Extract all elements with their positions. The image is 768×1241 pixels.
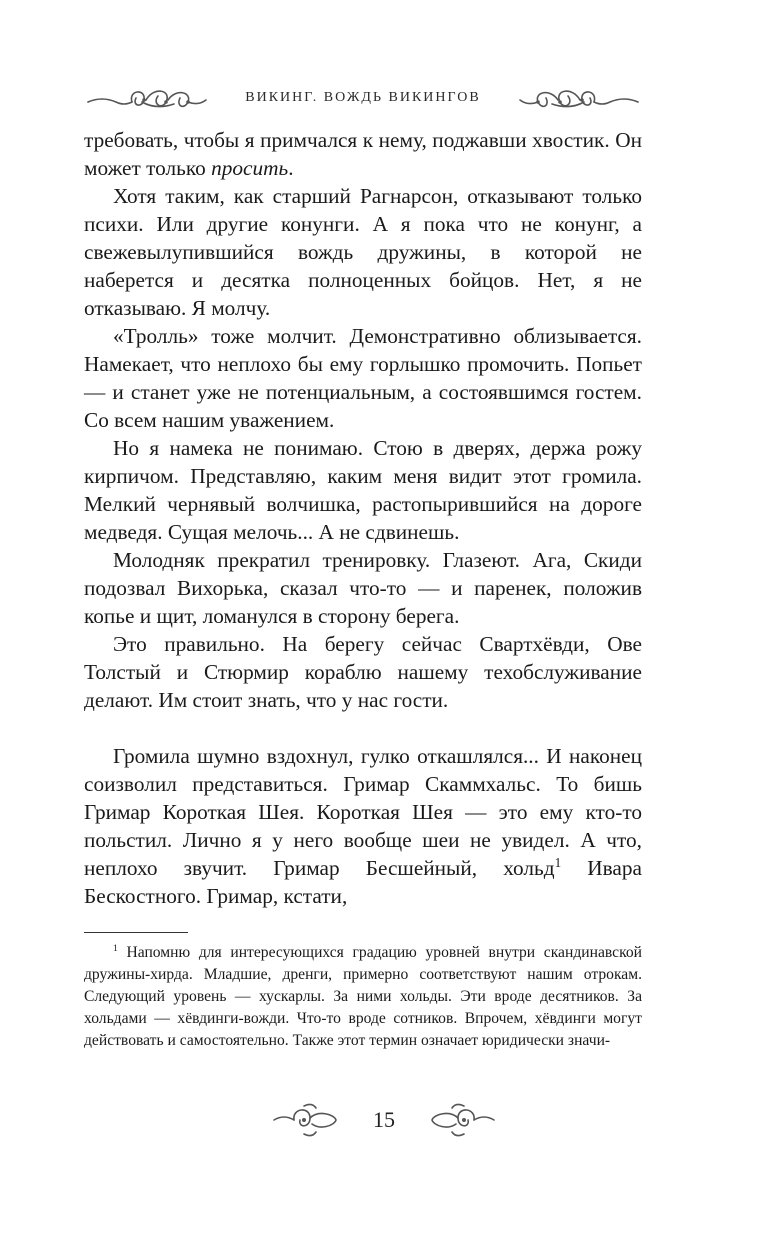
emphasis-word: просить	[211, 156, 289, 180]
footnote-paragraph	[84, 942, 642, 1052]
paragraph-2: Хотя таким, как старший Рагнарсон, отказывают только психи. Или другие конунги. А я пока что не конунг, а свежевылупившийся вождь дружины, в которой не наберется и десятка полноценных бойцов. Нет, я не отказываю. Я молчу.	[84, 184, 642, 320]
paragraph-6: Это правильно. На берегу сейчас Свартхёвди, Ове Толстый и Стюрмир кораблю нашему техобслуживание делают. Им стоит знать, что у нас гости.	[84, 632, 642, 712]
paragraph-4: Но я намека не понимаю. Стою в дверях, держа рожу кирпичом. Представляю, каким меня видит этот громила. Мелкий чернявый волчишка, растопырившийся на дороге медведя. Сущая мелочь... А не сдвинешь.	[84, 436, 642, 544]
page-number: 15	[373, 1107, 395, 1132]
paragraph-1-end: .	[288, 156, 294, 180]
paragraph-5: Молодняк прекратил тренировку. Глазеют. Ага, Скиди подозвал Вихорька, сказал что-то — и паренек, положив копье и щит, ломанулся в сторону берега.	[84, 548, 642, 628]
page-footer	[270, 1098, 498, 1142]
left-flourish-ornament-icon	[84, 80, 210, 116]
paragraph-7-end: Ивара Бескостного. Гримар, кстати,	[84, 856, 642, 908]
running-header	[84, 78, 642, 118]
paragraph-1	[84, 126, 642, 182]
paragraph-7-start: Громила шумно вздохнул, гулко откашлялся... И наконец соизволил представиться. Гримар Скаммхальс. То бишь Гримар Короткая Шея. Короткая Шея — это ему кто-то польстил. Лично я у него вообще шеи не увидел. А что, неплохо звучит. Гримар Бесшейный, хольд	[84, 744, 642, 880]
body-text	[84, 126, 642, 910]
footnote-reference[interactable]: 1	[554, 855, 562, 871]
footnote-marker: 1	[113, 943, 118, 955]
paragraph-3: «Тролль» тоже молчит. Демонстративно облизывается. Намекает, что неплохо бы ему горлышко промочить. Попьет — и станет уже не потенциальным, а состоявшимся гостем. Со всем нашим уважением.	[84, 324, 642, 432]
footnote-text: Напомню для интересующихся градацию уровней внутри скандинавской дружины-хирда. Младшие, дренги, примерно соответствуют нашим отрокам. Следующий уровень — хускарлы. За ними хольды. Эти вроде десятников. За хольдами — хёвдинги-вожди. Что-то вроде сотников. Впрочем, хёвдинги могут действовать и самостоятельно. Также этот термин означает юридически значи-	[84, 944, 642, 1049]
running-title: ВИКИНГ. ВОЖДЬ ВИКИНГОВ	[245, 90, 481, 105]
paragraph-1-start: требовать, чтобы я примчался к нему, поджавши хвостик. Он может только	[84, 128, 642, 180]
footnote-divider	[84, 932, 188, 933]
footnote	[84, 942, 642, 1052]
right-footer-ornament-icon	[426, 1100, 498, 1140]
paragraph-7	[84, 742, 642, 910]
left-footer-ornament-icon	[270, 1100, 342, 1140]
right-flourish-ornament-icon	[516, 80, 642, 116]
